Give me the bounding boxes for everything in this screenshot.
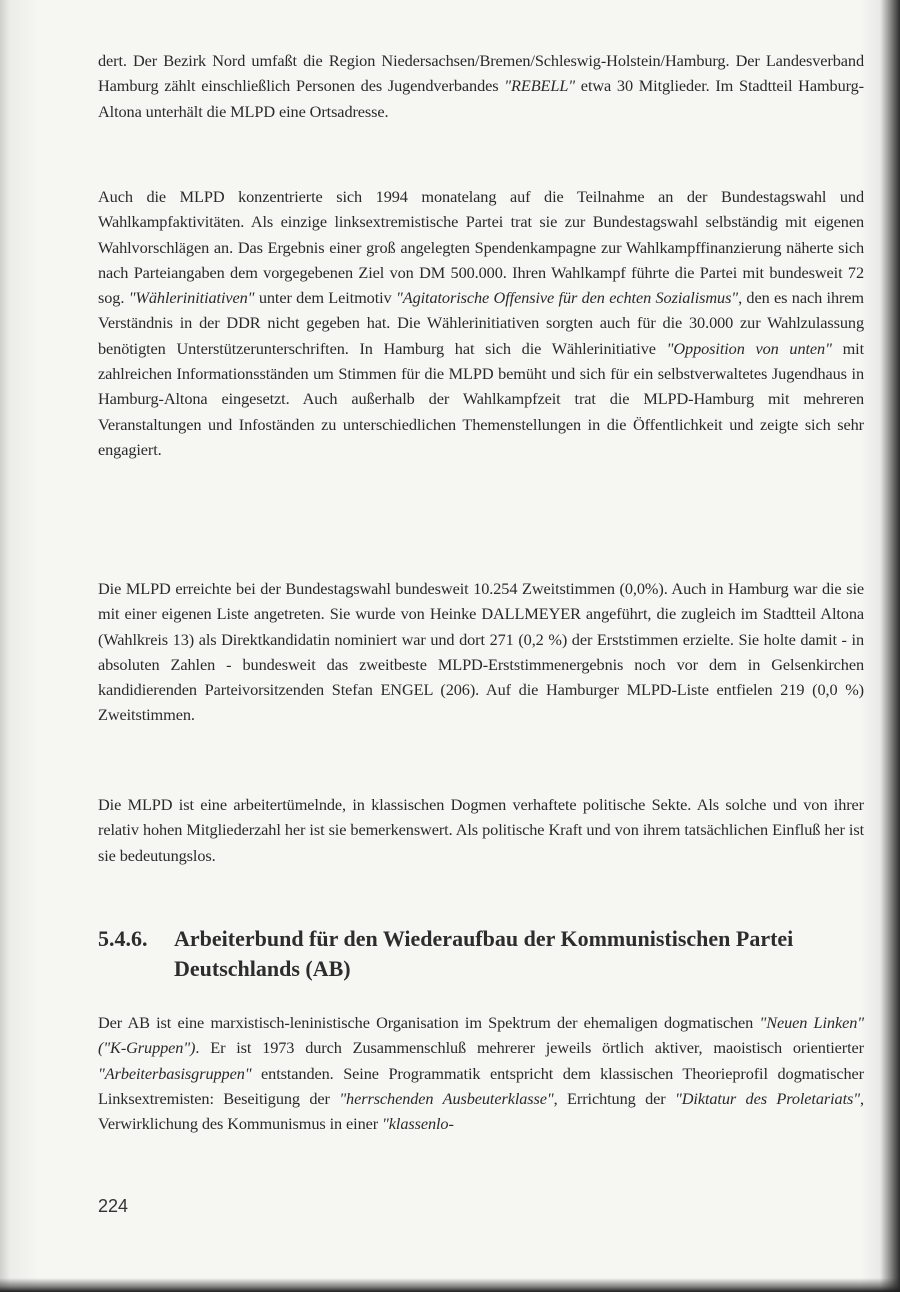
quoted-term: "Wählerinitiativen" — [128, 288, 255, 308]
quoted-term: "herrschenden Ausbeuterklasse" — [339, 1088, 554, 1108]
text-run: Die MLPD ist eine arbeitertümelnde, in klassischen Dogmen verhaftete politische Sekte. Als solche und von ihrer relativ hohen Mitgliederzahl her ist sie bemerkenswert. Als politische Kraft und von ihrem tatsächlichen Einfluß her ist sie bedeutungslos. — [98, 795, 864, 865]
quoted-term: "Opposition von unten" — [666, 338, 832, 358]
paragraph-mlpd-hamburg-membership — [98, 48, 864, 124]
paragraph-mlpd-election-result — [98, 576, 864, 728]
scan-bottom-edge — [0, 1278, 900, 1292]
paragraph-ab-description — [98, 1010, 864, 1136]
quoted-term: "Agitatorische Offensive für den echten Sozialismus" — [396, 288, 739, 308]
quoted-term: "REBELL" — [504, 76, 576, 96]
quoted-term: "Arbeiterbasisgruppen" — [98, 1063, 252, 1083]
text-run: , Verwirklichung des Kommunismus in einer — [98, 1088, 864, 1134]
quoted-term: "Neuen Linken" ("K-Gruppen") — [98, 1013, 865, 1058]
section-number: 5.4.6. — [98, 926, 148, 951]
section-title: Arbeiterbund für den Wiederaufbau der Kommunistischen Partei Deutschlands (AB) — [174, 926, 794, 981]
text-run: Auch die MLPD konzentrierte sich 1994 monatelang auf die Teilnahme an der Bundestagswahl und Wahlkampfaktivitäten. Als einzige linksextremistische Partei trat sie zur Bundestagswahl selbständig mit eigenen Wahlvorschlägen an. Das Ergebnis einer groß angelegten Spendenkampagne zur Wahlkampffinanzierung näherte sich nach Parteiangaben dem vorgegebenen Ziel von DM 500.000. Ihren Wahlkampf führte die Partei mit bundesweit 72 sog. — [98, 187, 864, 308]
quoted-term: "Diktatur des Proletariats" — [675, 1088, 860, 1108]
quoted-term: "klassenlo- — [382, 1114, 454, 1134]
text-run: mit zahlreichen Informationsständen um Stimmen für die MLPD bemüht und sich für ein selbstverwaltetes Jugendhaus in Hamburg-Altona eingesetzt. Auch außerhalb der Wahlkampfzeit trat die MLPD-Hamburg mit mehreren Veranstaltungen und Infoständen zu unterschiedlichen Themenstellungen in die Öffentlichkeit und zeigte sich sehr engagiert. — [98, 338, 864, 459]
text-run: Der AB ist eine marxistisch-leninistische Organisation im Spektrum der ehemaligen dogmatischen — [98, 1013, 760, 1032]
paragraph-mlpd-assessment — [98, 792, 864, 868]
page-number: 224 — [98, 1196, 129, 1216]
text-run: . Er ist 1973 durch Zusammenschluß mehrerer jeweils örtlich aktiver, maoistisch orientierter — [195, 1038, 864, 1058]
text-run: Die MLPD erreichte bei der Bundestagswahl bundesweit 10.254 Zweitstimmen (0,0%). Auch in Hamburg war die sie mit einer eigenen Liste angetreten. Sie wurde von Heinke DALLMEYER angeführt, die zugleich im Stadtteil Altona (Wahlkreis 13) als Direktkandidatin nominiert war und dort 271 (0,2 %) der Erststimmen erzielte. Sie holte damit - in absoluten Zahlen - bundesweit das zweitbeste MLPD-Erststimmenergebnis noch vor dem in Gelsenkirchen kandidierenden Parteivorsitzenden Stefan ENGEL (206). Auf die Hamburger MLPD-Liste entfielen 219 (0,0 %) Zweitstimmen. — [98, 579, 864, 725]
text-run: etwa 30 Mitglieder. Im Stadtteil Hamburg-Altona unterhält die MLPD eine Ortsadresse. — [98, 76, 864, 121]
text-run: dert. Der Bezirk Nord umfaßt die Region Niedersachsen/Bremen/Schleswig-Holstein/Hamburg. Der Landesverband Hamburg zählt einschließlich Personen des Jugendverbandes — [98, 51, 864, 96]
text-run: entstanden. Seine Programmatik entspricht dem klassischen Theorieprofil dogmatischer Linksextremisten: Beseitigung der — [98, 1063, 864, 1108]
section-heading — [98, 924, 864, 984]
paragraph-mlpd-election-campaign — [98, 184, 864, 462]
text-run: , Errichtung der — [553, 1088, 675, 1108]
text-run: unter dem Leitmotiv — [254, 288, 396, 308]
text-run: , den es nach ihrem Verständnis in der DDR nicht gegeben hat. Die Wählerinitiativen sorgten auch für die 30.000 zur Wahlzulassung benötigten Unterstützerunterschriften. In Hamburg hat sich die Wählerinitiative — [98, 288, 864, 358]
